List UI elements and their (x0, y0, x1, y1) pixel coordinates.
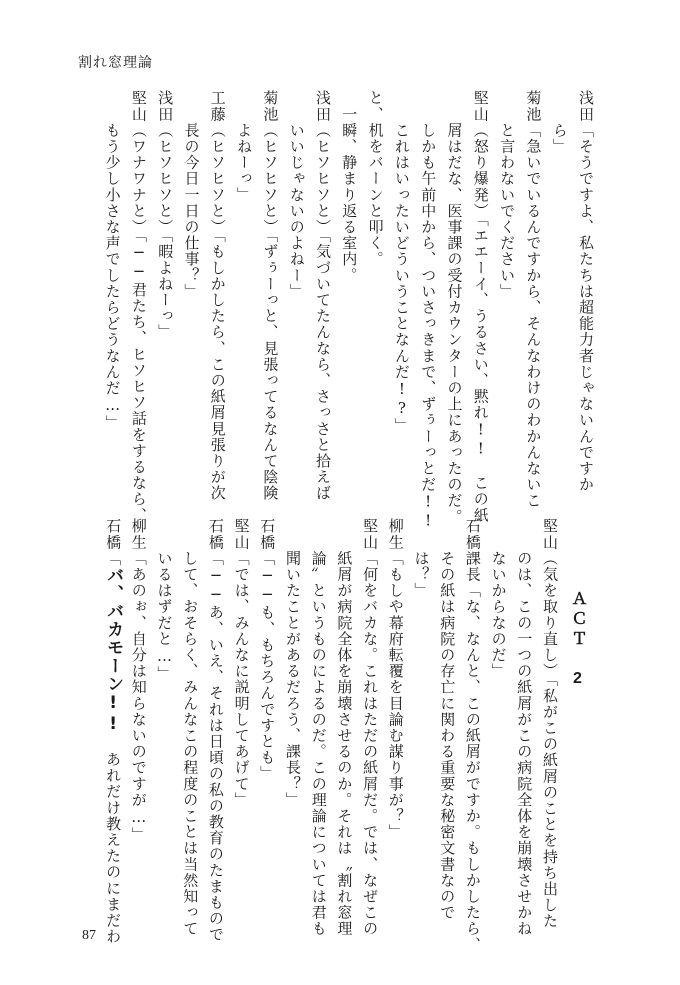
column-text: 柳生「もしや幕府転覆を目論む謀り事が？」 (386, 518, 405, 840)
column-text: あれだけ教えたのにまだわ (104, 735, 123, 945)
column-text: 堅山（怒り爆発）「エエーイ、うるさい、黙れ!! この紙 (471, 90, 490, 524)
column-text: 工藤（ヒソヒソと）「もしかしたら、この紙屑見張りが次 (208, 90, 227, 502)
text-column (334, 518, 354, 937)
column-text: 浅田（ヒソヒソと）「気づいてたんなら、さっさと拾えば (314, 90, 332, 502)
text-column (309, 518, 329, 937)
text-column (287, 90, 307, 299)
column-text: 菊池（ヒソヒソと）「ずぅーっと、見張ってるなんて陰険 (261, 90, 280, 502)
text-column (206, 518, 226, 943)
text-column (180, 518, 200, 937)
text-column (540, 518, 560, 929)
text-column (360, 518, 380, 937)
text-column (392, 90, 412, 434)
column-text: 菊池「急いでいるんですから、そんなわけのわかんないこ (524, 90, 543, 509)
text-column (550, 90, 570, 154)
column-text: 紙屑が病院全体を崩壊させるのか。それは〝割れ窓理 (335, 518, 354, 937)
text-column (155, 518, 175, 682)
text-column (260, 90, 280, 501)
text-column (437, 518, 457, 921)
text-column (103, 90, 123, 431)
column-text: 柳生「あのぉ、自分は知らないのですが…」 (129, 518, 148, 843)
column-text: と言わないでください」 (498, 90, 517, 300)
column-text: これはいったいどういうことなんだ!?」 (392, 90, 411, 435)
text-column (129, 90, 149, 523)
text-column (576, 90, 596, 493)
running-header: 割れ窓理論 (78, 55, 153, 71)
text-column (257, 518, 277, 782)
text-column (232, 518, 252, 808)
column-text: 浅田「そうですよ、私たちは超能力者じゃないんですか (577, 90, 595, 493)
column-text: よねーっ」 (235, 90, 254, 203)
column-text: 石橋課長「な、なんと、この紙屑がですか。もしかしたら、 (463, 518, 482, 953)
text-column (155, 90, 175, 340)
column-text: 聞いたことがあるだろう、課長？」 (284, 518, 302, 808)
text-column (103, 518, 123, 945)
column-text: は？」 (412, 518, 431, 599)
column-text: して、おそらく、みんなこの程度のことは当然知って (181, 518, 200, 937)
column-text: ないからなのだ」 (489, 518, 508, 679)
column-text: 長の今日一日の仕事？」 (182, 90, 201, 300)
column-text: その紙は病院の存亡に関わる重要な秘密文書なので (438, 518, 457, 921)
text-column (497, 90, 517, 299)
text-column (234, 90, 254, 203)
column-text: いいじゃないのよねー」 (287, 90, 306, 300)
text-column (412, 518, 432, 599)
column-text: 堅山（気を取り直し）「私がこの紙屑のことを持ち出した (541, 518, 559, 930)
column-text: ら」 (550, 90, 569, 155)
column-text: 石橋「 (104, 518, 123, 567)
emphasis-text: バ、バカモーン!! (103, 566, 124, 736)
column-text: 一瞬、静まり返る室内。 (340, 90, 359, 284)
text-column (523, 90, 543, 509)
column-text: 堅山「何をバカな。これはただの紙屑だ。では、なぜこの (361, 518, 380, 937)
text-column (463, 518, 483, 953)
text-column (339, 90, 359, 283)
text-column (489, 518, 509, 679)
text-column (386, 518, 406, 840)
column-text: 堅山「では、みんなに説明してあげて」 (232, 518, 251, 808)
text-column (366, 90, 386, 267)
column-text: と、机をバーンと叩く。 (366, 90, 385, 268)
column-text: のは、この一つの紙屑がこの病院全体を崩壊させかね (515, 518, 534, 937)
text-column (208, 90, 228, 501)
column-text: 石橋「──あ、いえ、それは日頃の私の教育のたまもので (206, 518, 225, 943)
column-text: もう少し小さな声でしたらどうなんだ…」 (103, 90, 122, 432)
page-number: 87 (82, 928, 96, 943)
column-text: しかも午前中から、ついさっきまで、ずぅーっとだ!! (419, 90, 438, 531)
text-column (445, 90, 465, 525)
column-text: 堅山（ワナワナと）「──君たち、ヒソヒソ話をするなら、 (129, 90, 148, 524)
text-column (418, 90, 438, 531)
text-column (283, 518, 303, 808)
column-text: いるはずだと…」 (155, 518, 174, 682)
text-column (514, 518, 534, 937)
column-text: 論〟というものによるのだ。この理論については君も (309, 518, 328, 937)
act-heading: ＡＣＴ 2 (569, 590, 586, 691)
text-column (471, 90, 491, 523)
column-text: 石橋「──も、もちろんですとも」 (258, 518, 277, 782)
column-text: 屑はだな、医事課の受付カウンターの上にあったのだ。 (445, 90, 464, 525)
text-column (129, 518, 149, 843)
column-text: 浅田（ヒソヒソと）「暇よねーっ」 (156, 90, 175, 341)
text-column (313, 90, 333, 501)
text-column (182, 90, 202, 299)
